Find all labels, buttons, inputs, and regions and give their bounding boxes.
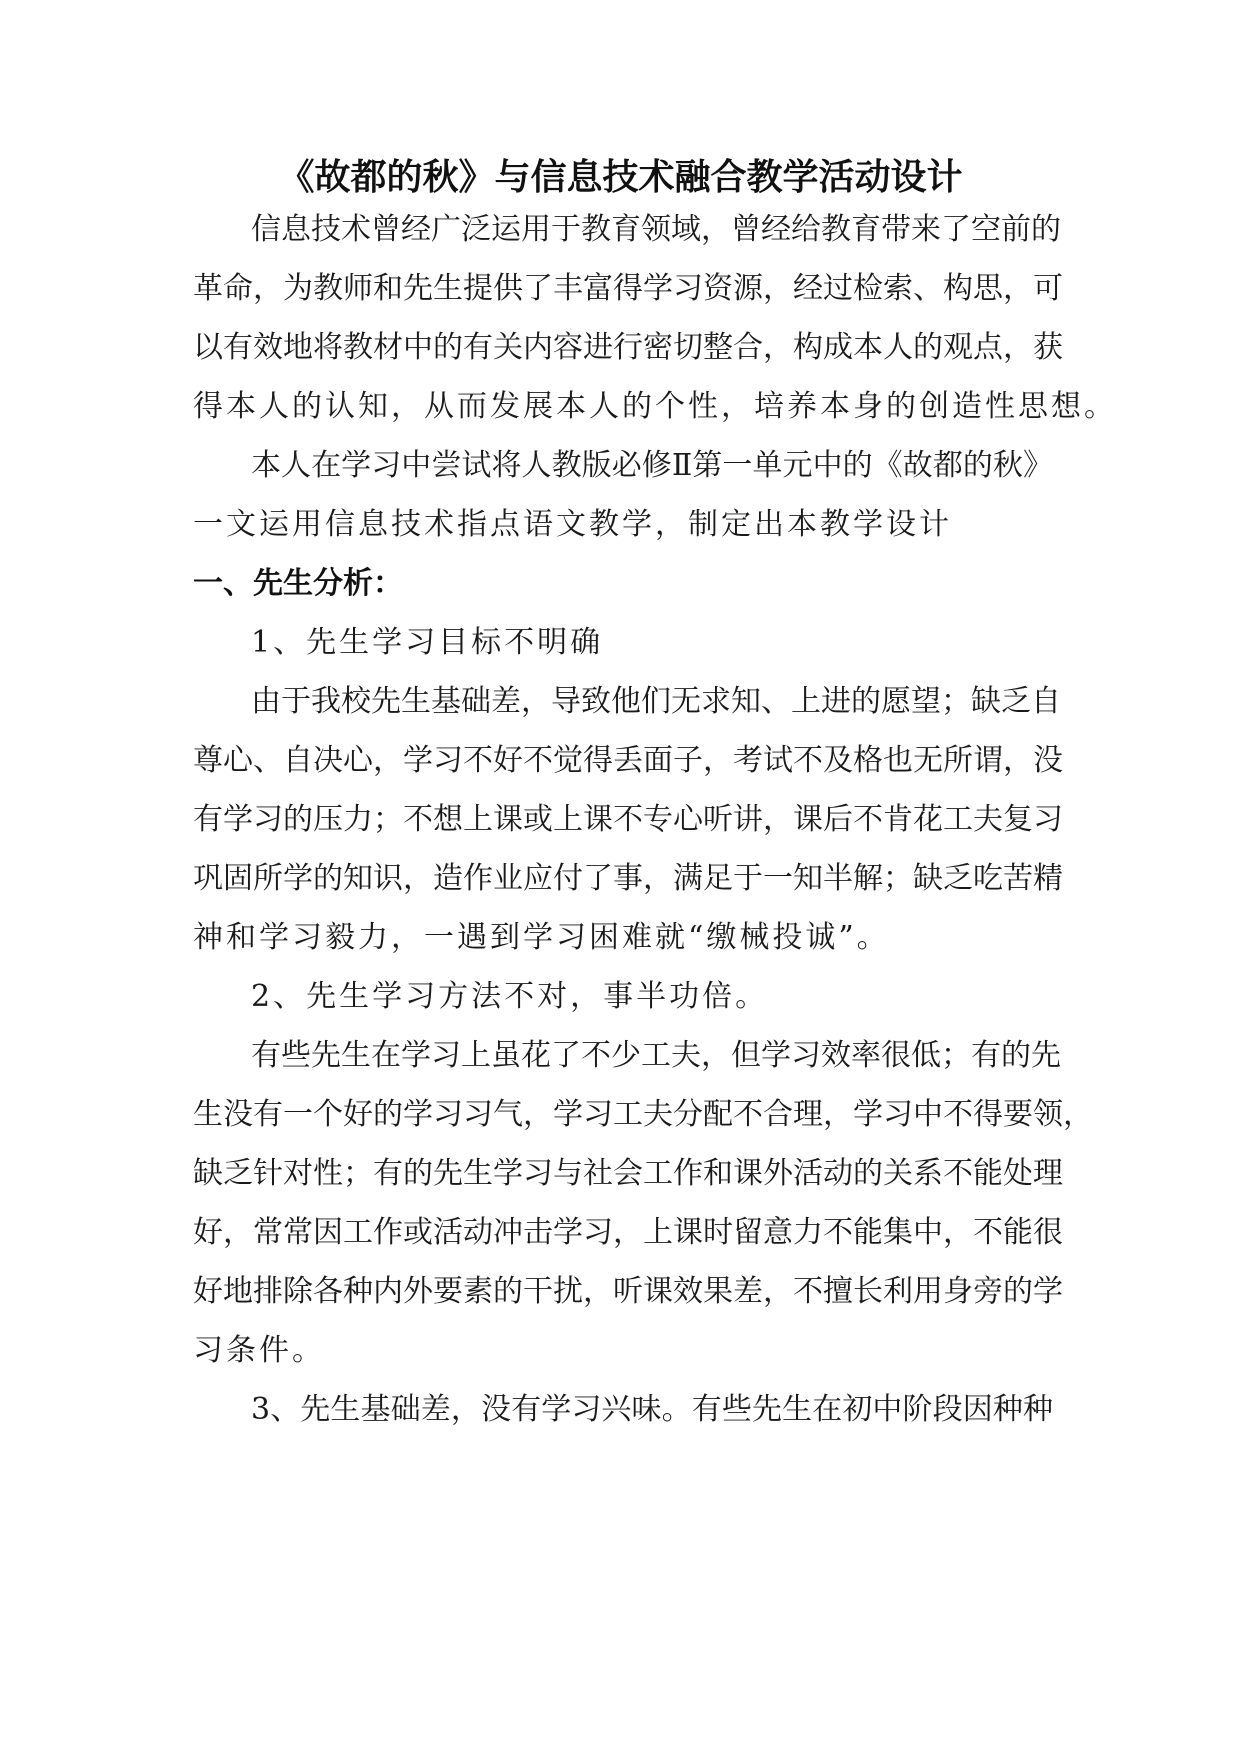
paragraph-line: 有些先生在学习上虽花了不少工夫，但学习效率很低；有的先 [251,1038,1061,1073]
paragraph-line: 本人在学习中尝试将人教版必修Ⅱ第一单元中的《故都的秋》 [251,448,1053,483]
paragraph-line: 巩固所学的知识，造作业应付了事，满足于一知半解；缺乏吃苦精 [193,861,1063,896]
paragraph-line: 以有效地将教材中的有关内容进行密切整合，构成本人的观点，获 [193,330,1063,365]
list-item: 1、先生学习目标不明确 [251,625,604,660]
paragraph-line: 由于我校先生基础差，导致他们无求知、上进的愿望；缺乏自 [251,684,1061,719]
paragraph-line: 一文运用信息技术指点语文教学，制定出本教学设计 [193,507,952,542]
paragraph-line: 生没有一个好的学习习气，学习工夫分配不合理，学习中不得要领， [193,1097,1093,1132]
paragraph-line: 得本人的认知，从而发展本人的个性，培养本身的创造性思想。 [193,389,1117,424]
paragraph-line: 尊心、自决心，学习不好不觉得丢面子，考试不及格也无所谓，没 [193,743,1063,778]
paragraph-line: 缺乏针对性；有的先生学习与社会工作和课外活动的关系不能处理 [193,1156,1063,1191]
paragraph-line: 习条件。 [193,1333,325,1368]
paragraph-line: 革命，为教师和先生提供了丰富得学习资源，经过检索、构思，可 [193,271,1063,306]
paragraph-line: 好，常常因工作或活动冲击学习，上课时留意力不能集中，不能很 [193,1215,1063,1250]
paragraph-line: 神和学习毅力，一遇到学习困难就“缴械投诚”。 [193,920,890,955]
document-title: 《故都的秋》与信息技术融合教学活动设计 [278,157,963,198]
paragraph-line: 有学习的压力；不想上课或上课不专心听讲，课后不肯花工夫复习 [193,802,1063,837]
paragraph-line: 3、先生基础差，没有学习兴味。有些先生在初中阶段因种种 [251,1392,1053,1427]
paragraph-line: 好地排除各种内外要素的干扰，听课效果差，不擅长利用身旁的学 [193,1274,1063,1309]
section-heading: 一、先生分析： [193,566,403,601]
list-item: 2、先生学习方法不对，事半功倍。 [251,979,769,1014]
paragraph-line: 信息技术曾经广泛运用于教育领域，曾经给教育带来了空前的 [251,212,1061,247]
